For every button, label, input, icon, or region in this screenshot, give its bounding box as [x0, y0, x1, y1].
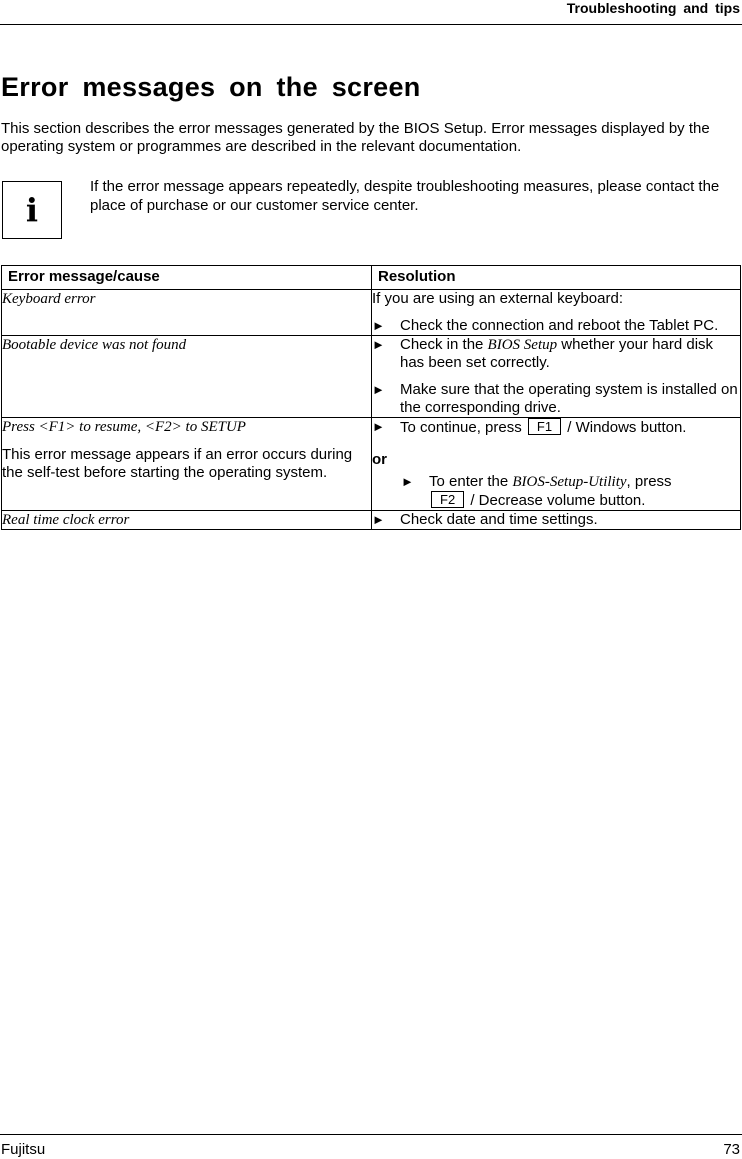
error-message: Keyboard error: [2, 291, 96, 307]
resolution-cell: [372, 290, 741, 336]
error-message: Bootable device was not found: [2, 337, 187, 353]
step-text: To enter the BIOS-Setup-Utility, press F2 / Decrease volume button.: [429, 473, 672, 509]
table-row: [2, 511, 741, 530]
footer-rule: [0, 1134, 742, 1135]
cause-cell: [2, 336, 372, 418]
error-description: This error message appears if an error occurs during the self-test before starting the operating system.: [2, 446, 353, 481]
step-text: Make sure that the operating system is installed on the corresponding drive.: [400, 381, 738, 416]
bullet-arrow-icon: ►: [372, 382, 385, 397]
resolution-step: [372, 511, 740, 529]
info-icon: [2, 181, 62, 239]
table-header-row: [2, 266, 741, 290]
or-label: or: [372, 451, 387, 468]
error-message: Real time clock error: [2, 512, 130, 528]
resolution-cell: [372, 418, 741, 511]
intro-paragraph: This section describes the error messages generated by the BIOS Setup. Error messages displayed by the operating system or programmes are described in the relevant documentation.: [1, 120, 710, 155]
step-text: Check date and time settings.: [400, 511, 598, 528]
cause-cell: [2, 418, 372, 511]
resolution-step: [372, 317, 740, 335]
footer-brand: Fujitsu: [1, 1141, 46, 1158]
header-cause: Error message/cause: [2, 266, 372, 290]
step-text: To continue, press F1 / Windows button.: [400, 419, 687, 436]
resolution-step: [372, 418, 740, 437]
table-row: [2, 336, 741, 418]
cause-cell: [2, 511, 372, 530]
page-number: 73: [723, 1141, 740, 1158]
table-row: [2, 418, 741, 511]
bullet-arrow-icon: ►: [401, 474, 414, 489]
resolution-step: [372, 381, 740, 417]
bios-setup-utility-term: BIOS-Setup-Utility: [512, 474, 627, 490]
bullet-arrow-icon: ►: [372, 512, 385, 527]
step-text: Check in the BIOS Setup whether your hard disk has been set correctly.: [400, 336, 714, 371]
info-icon-glyph: i: [25, 191, 39, 229]
bullet-arrow-icon: ►: [372, 318, 385, 333]
header-rule: [0, 24, 742, 25]
error-message: Press <F1> to resume, <F2> to SETUP: [2, 419, 246, 435]
resolution-cell: [372, 336, 741, 418]
resolution-step: [401, 473, 740, 510]
page-title: Error messages on the screen: [1, 72, 421, 102]
running-header: Troubleshooting and tips: [566, 0, 740, 16]
cause-cell: [2, 290, 372, 336]
resolution-cell: [372, 511, 741, 530]
bullet-arrow-icon: ►: [372, 337, 385, 352]
f2-key: F2: [431, 491, 464, 508]
bullet-arrow-icon: ►: [372, 419, 385, 434]
info-note: If the error message appears repeatedly, despite troubleshooting measures, please contact the place of purchase or our customer service center.: [90, 178, 720, 214]
bios-setup-term: BIOS Setup: [487, 337, 558, 353]
f1-key: F1: [528, 418, 561, 435]
table-row: [2, 290, 741, 336]
error-table: [1, 265, 741, 530]
header-resolution: Resolution: [372, 266, 741, 290]
resolution-step: [372, 336, 740, 372]
resolution-intro: If you are using an external keyboard:: [372, 290, 623, 307]
step-text: Check the connection and reboot the Tablet PC.: [400, 317, 719, 334]
